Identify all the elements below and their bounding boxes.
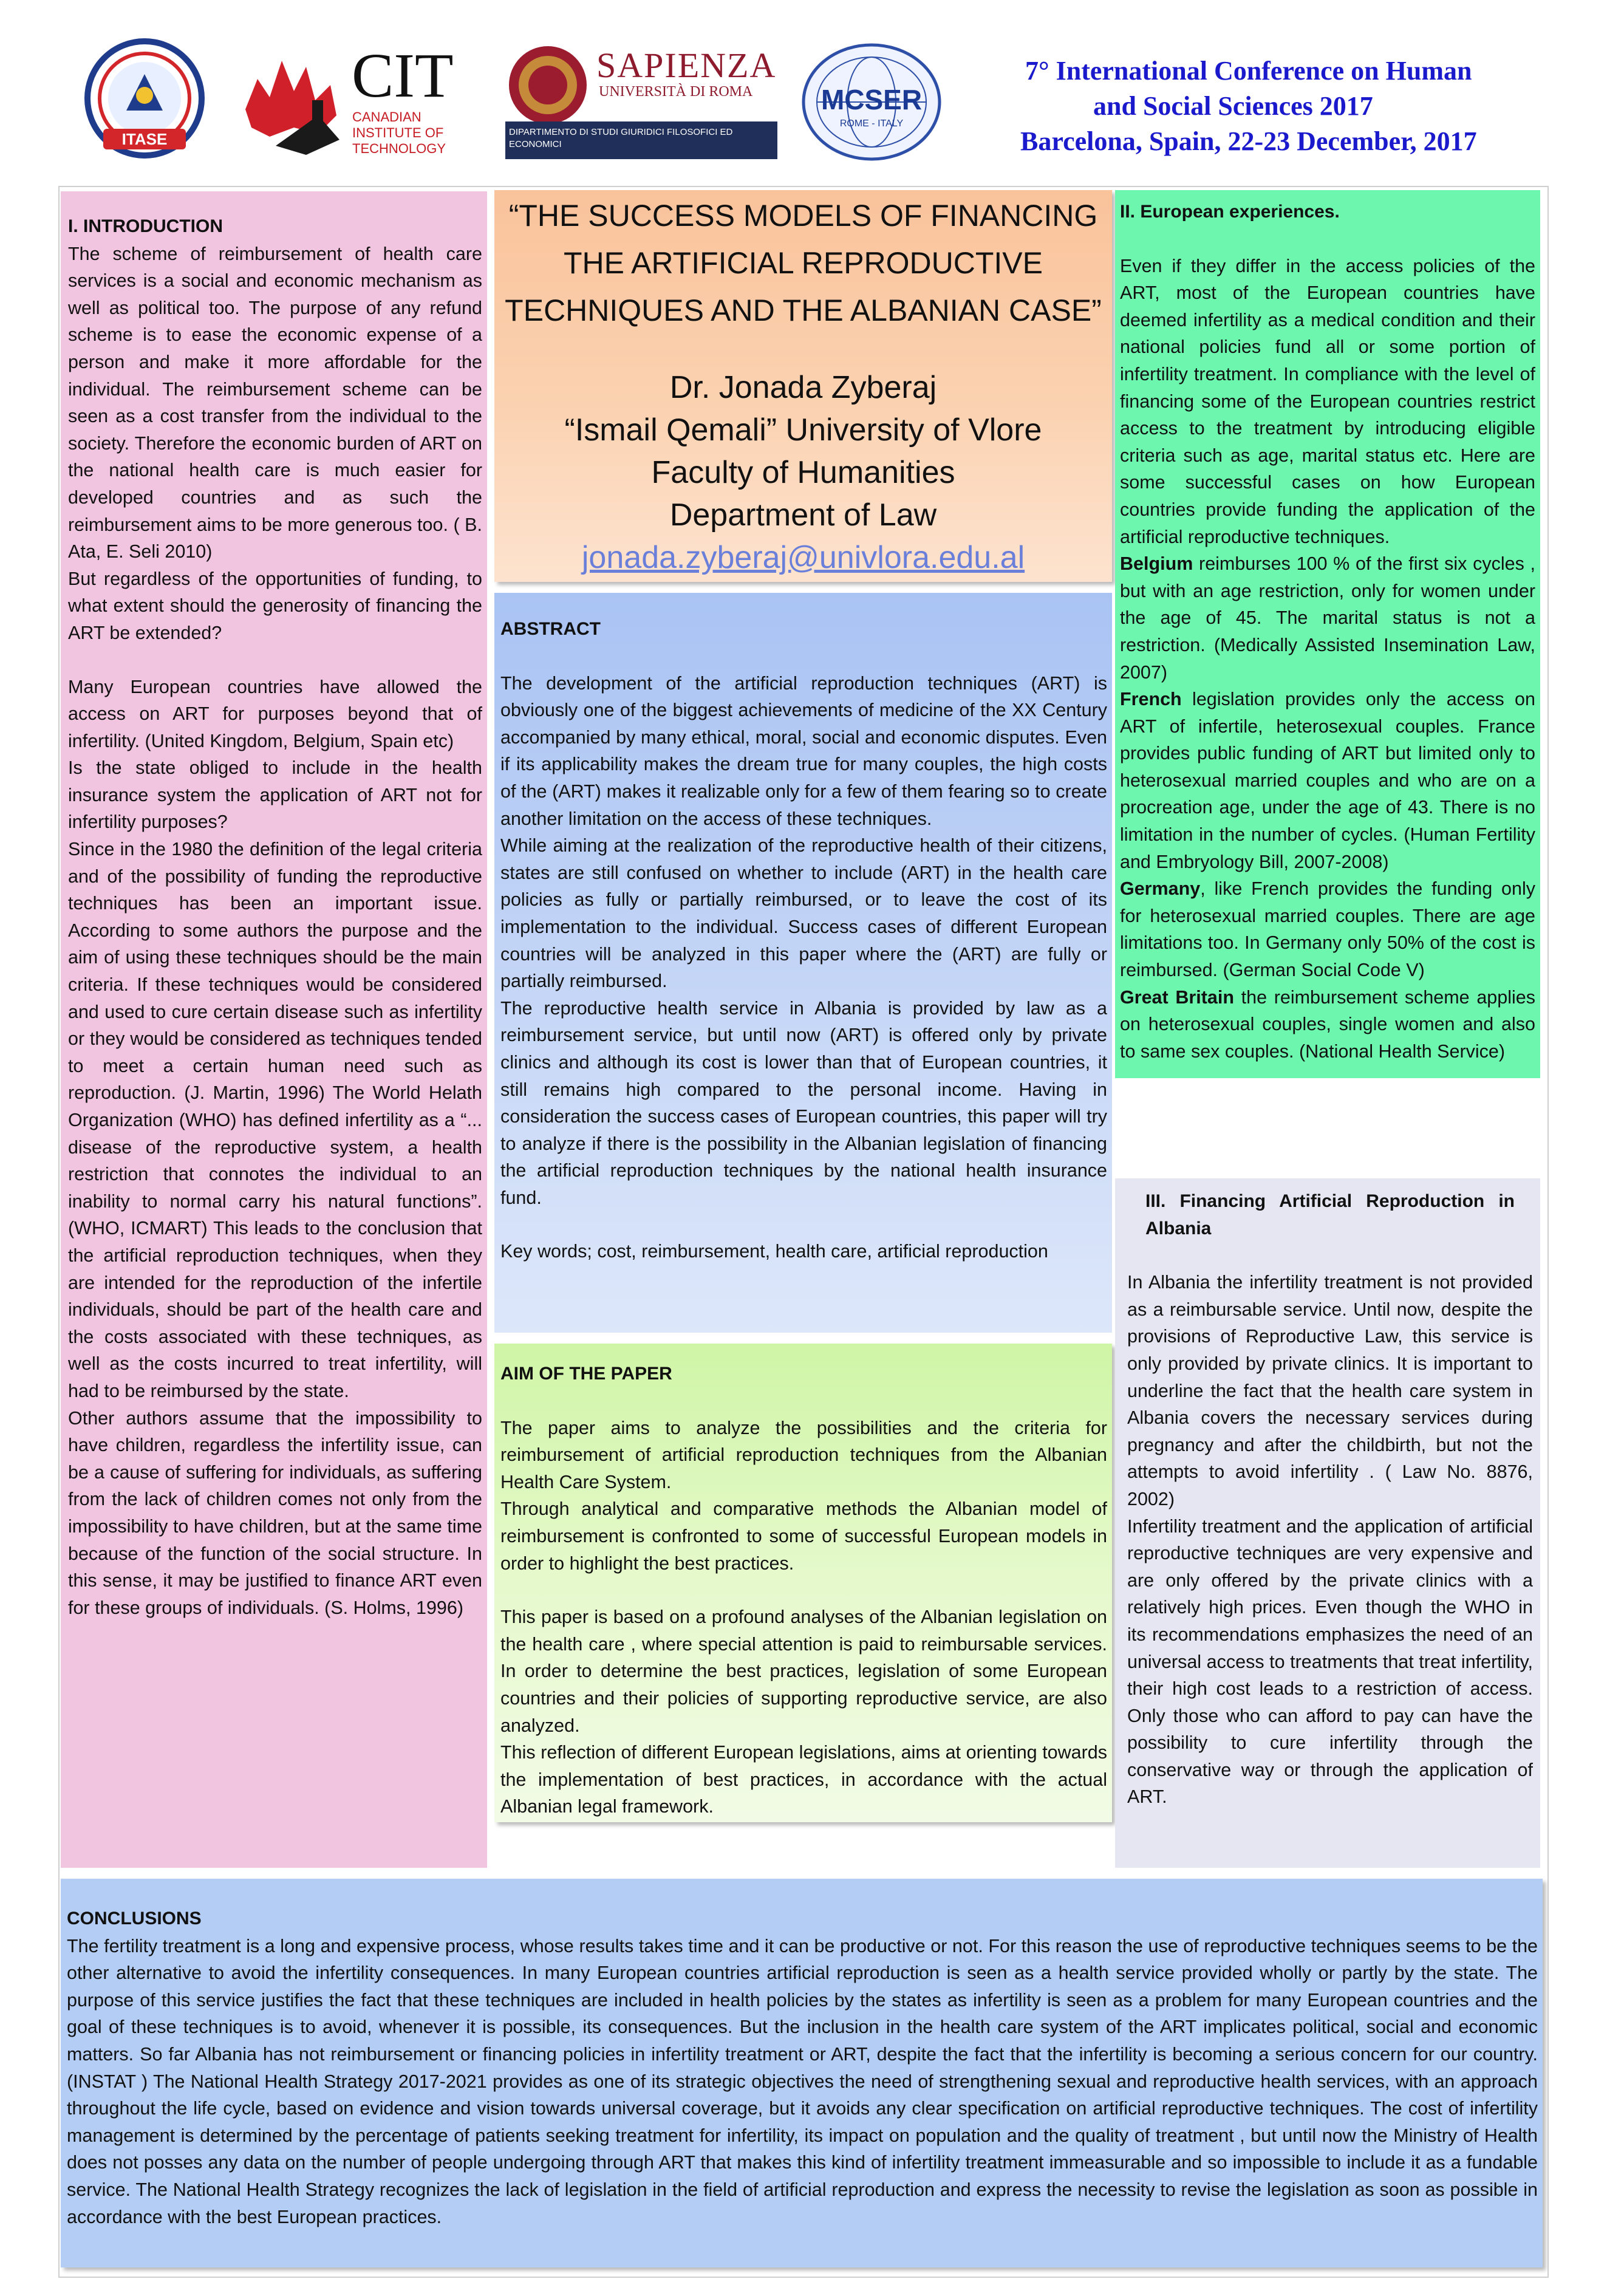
abstract-keywords: Key words; cost, reimbursement, health care, artificial reproduction [500,1241,1048,1262]
european-france [1120,686,1535,875]
introduction-paragraph: Since in the 1980 the definition of the legal criteria and of the possibility of funding the reproductive techniques has been an important issue. According to some authors the purpose and the aim of using these techniques should be the main criteria. If these techniques would be considered and used to cure certain disease such as infertility or they would be considered as techniques tended to meet a certain human need such as reproduction. (J. Martin, 1996) The World Helath Organization (WHO) has defined infertility as a “... disease of the reproductive system, a health restriction that connotes the individual to an inability to normal carry his natural functions”. (WHO, ICMART) This leads to the conclusion that the artificial reproduction techniques, when they are intended for the reproduction of the infertile individuals, should be part of the health care and the costs associated with these techniques, as well as the costs incurred to treat infertility, will had to be reimbursed by the state. [68,839,482,1401]
author-email-link[interactable]: jonada.zyberaj@univlora.edu.al [581,540,1025,575]
abstract-paragraph: While aiming at the realization of the reproductive health of their citizens, states are still confused on whether to include (ART) in the health care policies as fully or partially reimbursed, or to leave the cost of its implementation to the individual. Success cases of different European countries will be analyzed in this paper where the (ART) are fully or partially reimbursed. [500,835,1107,992]
mcser-name: MCSER [821,84,923,115]
abstract-panel [494,593,1112,1333]
european-panel [1115,190,1540,1078]
conference-line-2: and Social Sciences 2017 [1093,91,1373,121]
aim-paragraph: This paper is based on a profound analyses of the Albanian legislation on the health care , where special attention is paid to reimbursable services. In order to determine the best practices, legislation of some European countries and their policies of supporting reproductive service, are also analyzed. [500,1607,1107,1736]
itase-logo [72,38,217,159]
paper-title-line: TECHNIQUES AND THE ALBANIAN CASE” [505,293,1102,327]
cit-subtitle: CANADIAN INSTITUTE OF TECHNOLOGY [352,109,446,156]
cit-name: CIT [352,41,454,111]
introduction-paragraph: Many European countries have allowed the access on ART for purposes beyond that of infertility. (United Kingdom, Belgium, Spain etc) [68,676,482,751]
introduction-paragraph: Is the state obliged to include in the health insurance system the application of ART not for infertility purposes? [68,757,482,833]
aim-paragraph: The paper aims to analyze the possibilities and the criteria for reimbursement of artificial reproduction techniques from the Albanian Health Care System. [500,1417,1107,1492]
albania-paragraph: Infertility treatment and the application of artificial reproductive techniques are very expensive and are only offered by the private clinics with a relatively high prices. Even though the WHO in its recommendations emphasizes the need of an universal access to treatments that treat infertility, their high cost leads to a restriction of access. Only those who can afford to pay can have the possibility to cure infertility through the conservative way or through the application of ART. [1127,1515,1533,1808]
germany-text: , like French provides the funding only for heterosexual married couples. There are age limitations too. In Germany only 50% of the cost is reimbursed. (German Social Code V) [1120,878,1535,981]
introduction-paragraph: But regardless of the opportunities of funding, to what extent should the generosity of financing the ART be extended? [68,568,482,643]
title-panel [494,190,1112,582]
abstract-heading: ABSTRACT [500,619,601,639]
germany-label: Germany [1120,878,1201,900]
introduction-paragraph: Other authors assume that the impossibility to have children, regardless the infertility issue, can be a cause of suffering for individuals, as suffering from the lack of children comes not only from the impossibility to have children, but at the same time because of the function of the social structure. In this sense, it may be justified to finance ART even for these groups of individuals. (S. Holms, 1996) [68,1407,482,1618]
conference-line-1: 7° International Conference on Human [1025,56,1472,86]
european-heading: II. European experiences. [1120,202,1340,222]
great-britain-text: the reimbursement scheme applies on heterosexual couples, single women and also to same sex couples. (National Health Service) [1120,986,1535,1062]
conference-info [996,53,1579,159]
belgium-label: Belgium [1120,553,1193,575]
belgium-text: reimburses 100 % of the first six cycles , but with an age restriction, only for women under the age of 45. The marital status is not a restriction. (Medically Assisted Insemination Law, 2007) [1120,553,1535,683]
aim-paragraph: This reflection of different European legislations, aims at orienting towards the implementation of best practices, in accordance with the actual Albanian legal framework. [500,1742,1107,1817]
introduction-paragraph: The scheme of reimbursement of health care services is a social and economic mechanism as well as political too. The purpose of any refund scheme is to ease the economic expense of a person and make it more affordable for the individual. The reimbursement scheme can be seen as a cost transfer from the individual to the society. Therefore the economic burden of ART on the national health care is much easier for developed countries and as such the reimbursement aims to be more generous too. ( B. Ata, E. Seli 2010) [68,243,482,562]
paper-title-line: THE ARTIFICIAL REPRODUCTIVE [563,246,1043,280]
paper-title-line: “THE SUCCESS MODELS OF FINANCING [508,199,1098,233]
author-name: Dr. Jonada Zyberaj [669,370,937,405]
french-label: French [1120,689,1182,710]
aim-panel [494,1344,1112,1822]
european-belgium [1120,550,1535,686]
sapienza-name: SAPIENZA [596,46,777,85]
abstract-paragraph: The development of the artificial reproduction techniques (ART) is obviously one of the biggest achievements of medicine of the XX Century accompanied by many ethical, moral, social and economic disputes. Even if its applicability makes the dream true for many couples, the high costs of the (ART) makes it realizable only for a few of them fearing so to create another limitation on the access of these techniques. [500,672,1107,829]
cit-logo [233,43,494,158]
french-text: legislation provides only the access on ART of infertile, heterosexual couples. France provides public funding of ART but limited only to heterosexual married couples and who are on a procreation age, under the age of 43. There is no limitation in the number of cycles. (Human Fertility and Embryology Bill, 2007-2008) [1120,689,1535,872]
conclusions-heading: CONCLUSIONS [67,1908,202,1929]
author-department: Department of Law [669,497,937,533]
great-britain-label: Great Britain [1120,986,1234,1008]
conclusions-paragraph: The fertility treatment is a long and expensive process, whose results takes time and it can be productive or not. For this reason the use of reproductive techniques seems to be the other alternative to avoid the infertility consequences. In many European countries artificial reproduction is seen as a health service provided wholly or partly by the state. The purpose of this service justifies the fact that these techniques are included in health policies by the states as infertility is seen as a problem for many European countries and the goal of these techniques is to avoid, whenever it is possible, its consequences. But the inclusion in the health care system of the ART implicates political, social and economic matters. So far Albania has not reimbursement or financing policies in infertility treatment or ART, despite the fact that the infertility is becoming a serious concern for our country. (INSTAT ) The National Health Strategy 2017-2021 provides as one of its strategic objectives the need of strengthening sexual and reproductive health services, with an approach throughout the life cycle, based on evidence and vision towards universal coverage, but it avoids any clear specification on artificial reproductive techniques. The cost of infertility management is determined by the percentage of patients seeking treatment for infertility, its impact on population and the quality of treatment , but until now the Ministry of Health does not posses any data on the number of people undergoing through ART that makes this kind of infertility treatment immeasurable and so impossible to include it as a fundable service. The National Health Strategy recognizes the lack of legislation in the field of artificial reproduction and express the necessity to revise the legislation as soon as possible in accordance with the best European practices. [67,1935,1538,2227]
sapienza-logo [505,43,779,161]
sapienza-subtitle: UNIVERSITÀ DI ROMA [599,84,753,100]
albania-panel [1115,1178,1540,1868]
introduction-panel [61,191,487,1868]
albania-heading: III. Financing Artificial Reproduction in Albania [1145,1191,1515,1239]
sapienza-department: DIPARTIMENTO DI STUDI GIURIDICI FILOSOFICI ED ECONOMICI [505,121,777,159]
author-university: “Ismail Qemali” University of Vlore [564,412,1042,448]
itase-name: ITASE [121,130,168,148]
mcser-logo [796,41,947,163]
european-germany [1120,875,1535,983]
conference-line-3: Barcelona, Spain, 22-23 December, 2017 [1020,126,1477,156]
introduction-heading: I. INTRODUCTION [68,216,223,236]
mcser-subtitle: ROME - ITALY [839,118,904,129]
aim-paragraph: Through analytical and comparative methods the Albanian model of reimbursement is confronted to some of successful European models in order to highlight the best practices. [500,1498,1107,1574]
author-faculty: Faculty of Humanities [651,455,955,490]
european-great-britain [1120,984,1535,1065]
abstract-paragraph: The reproductive health service in Albania is provided by law as a reimbursement service, but until now (ART) is offered only by private clinics and although its cost is lower than that of European countries, it still remains high compared to the personal income. Having in consideration the success cases of European countries, this paper will try to analyze if there is the possibility in the Albanian legislation of financing the artificial reproduction techniques by the national health insurance fund. [500,997,1107,1208]
aim-heading: AIM OF THE PAPER [500,1364,672,1384]
conclusions-panel [61,1879,1543,2267]
european-paragraph: Even if they differ in the access policies of the ART, most of the European countries have deemed infertility as a medical condition and their national policies fund all or some portion of infertility treatment. In compliance with the level of financing some of the European countries restrict access to the treatment by introducing eligible criteria such as age, marital status etc. Here are some successful cases on how European countries provide funding the application of the artificial reproductive techniques. [1120,255,1535,547]
albania-paragraph: In Albania the infertility treatment is not provided as a reimbursable service. Until now, despite the provisions of Reproductive Law, this service is only provided by private clinics. It is important to underline the fact that the health care system in Albania covers the necessary services during pregnancy and after the childbirth, but not the attempts to avoid infertility . ( Law No. 8876, 2002) [1127,1272,1533,1509]
